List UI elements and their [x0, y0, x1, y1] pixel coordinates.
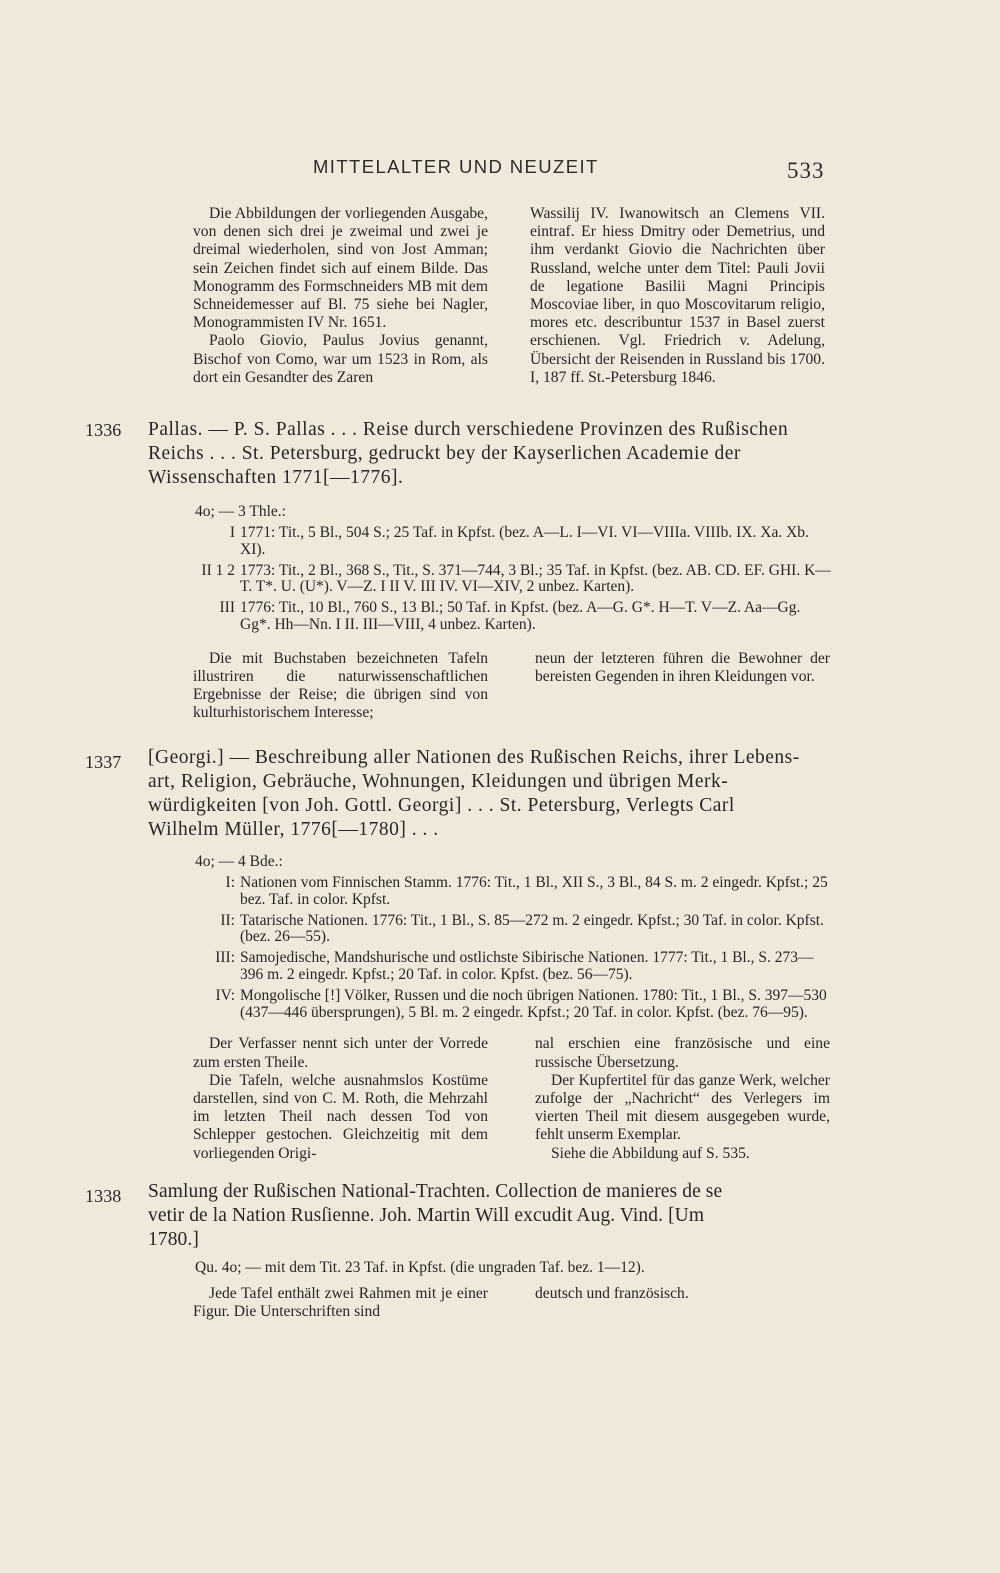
- entry-heading: [85, 418, 830, 490]
- notes-right-column: [535, 1035, 830, 1162]
- entry-notes: [193, 650, 830, 723]
- entry-title-line: art, Religion, Gebräuche, Wohnungen, Kleidungen und übrigen Merk-: [148, 771, 729, 792]
- entry-title-line: würdigkeiten [von Joh. Gottl. Georgi] . . . St. Petersburg, Verlegts Carl: [148, 795, 735, 816]
- volume-description: Samojedische, Mandshurische und ostlichste Sibirische Nationen. 1777: Tit., 1 Bl., S. 273—396 m. 2 eingedr. Kpfst.; 20 Taf. in color. Kpfst. (bez. 56—75).: [240, 949, 814, 983]
- volume-label: III: [219, 599, 235, 617]
- volume-label: I: [229, 524, 235, 541]
- entry-title-line: Wilhelm Müller, 1776[—1780] . . .: [148, 819, 439, 840]
- paragraph: Wassilij IV. Iwanowitsch an Clemens VII. eintraf. Er hiess Dmitry oder Demetrius, und ihm verdankt Giovio die Nachrichten über Russland, welche unter dem Titel: Pauli Jovii de legatione Basilii Magni Principis Moscoviae liber, in quo Moscovitarum religio, mores etc. describuntur 1537 in Basel zuerst erschienen. Vgl. Friedrich v. Adelung, Übersicht der Reisenden in Russland bis 1700. I, 187 ff. St.-Petersburg 1846.: [530, 205, 825, 386]
- volume-label: II 1 2: [201, 561, 235, 579]
- intro-left-column: [193, 205, 488, 387]
- entry-number: 1337: [85, 752, 122, 772]
- volume-list: [148, 875, 831, 1021]
- volume-item: [191, 913, 831, 947]
- entry-heading: [85, 1180, 830, 1252]
- volume-item: [191, 525, 831, 559]
- paragraph: Paolo Giovio, Paulus Jovius genannt, Bischof von Como, war um 1523 in Rom, als dort ein Gesandter des Zaren: [193, 332, 488, 386]
- entry-format: 4o; — 3 Thle.:: [195, 503, 286, 520]
- volume-item: [191, 600, 831, 634]
- entry-title-line: vetir de la Nation Rusſienne. Joh. Martin Will excudit Aug. Vind. [Um: [148, 1205, 705, 1226]
- entry-heading: [85, 746, 830, 842]
- notes-left-column: [193, 1035, 488, 1162]
- entry-title-line: Wissenschaften 1771[—1776].: [148, 467, 404, 488]
- volume-description: 1771: Tit., 5 Bl., 504 S.; 25 Taf. in Kpfst. (bez. A—L. I—VI. VI—VIIIa. VIIIb. IX. Xa. Xb. XI).: [240, 524, 809, 558]
- entry-title-line: Samlung der Rußischen National-Trachten. Collection de manieres de se: [148, 1181, 723, 1202]
- volume-item: [191, 950, 831, 984]
- paragraph: Jede Tafel enthält zwei Rahmen mit je einer Figur. Die Unterschriften sind: [193, 1285, 488, 1321]
- volume-item: [191, 563, 831, 597]
- entry-number: 1336: [85, 420, 122, 440]
- paragraph: nal erschien eine französische und eine russische Übersetzung.: [535, 1035, 830, 1071]
- catalog-entry: [85, 418, 831, 723]
- page-header: [0, 156, 1000, 190]
- notes-right-column: [535, 650, 830, 723]
- notes-left-column: [193, 650, 488, 723]
- entry-title-line: Reichs . . . St. Petersburg, gedruckt bey der Kayserlichen Academie der: [148, 443, 741, 464]
- volume-label: I:: [225, 874, 235, 891]
- catalog-entry: [85, 746, 830, 1163]
- paragraph: Die Abbildungen der vorliegenden Ausgabe, von denen sich drei je zweimal und zwei je dreimal wiederholen, sind von Jost Amman; sein Zeichen findet sich auf einem Bilde. Das Monogramm des Formschneiders MB mit dem Schneidemesser auf Bl. 75 siehe bei Nagler, Monogrammisten IV Nr. 1651.: [193, 205, 488, 332]
- entry-format: 4o; — 4 Bde.:: [195, 853, 283, 870]
- paragraph: Der Verfasser nennt sich unter der Vorrede zum ersten Theile.: [193, 1035, 488, 1071]
- paragraph: Der Kupfertitel für das ganze Werk, welcher zufolge der „Nachricht“ des Verlegers im vierten Theil mit diesem ausgegeben wurde, fehlt unserm Exemplar.: [535, 1071, 830, 1144]
- entry-format: Qu. 4o; — mit dem Tit. 23 Taf. in Kpfst. (die ungraden Taf. bez. 1—12).: [195, 1259, 645, 1276]
- page-number: 533: [787, 158, 825, 183]
- volume-description: Nationen vom Finnischen Stamm. 1776: Tit., 1 Bl., XII S., 3 Bl., 84 S. m. 2 eingedr. Kpfst.; 25 bez. Taf. in color. Kpfst.: [240, 874, 828, 908]
- paragraph: neun der letzteren führen die Bewohner der bereisten Gegenden in ihren Kleidungen vor.: [535, 649, 830, 685]
- entry-title-line: Pallas. — P. S. Pallas . . . Reise durch verschiedene Provinzen des Rußischen: [148, 419, 789, 440]
- running-title: MITTELALTER UND NEUZEIT: [313, 156, 599, 177]
- notes-right-column: [535, 1285, 830, 1321]
- paragraph: Die Tafeln, welche ausnahmslos Kostüme darstellen, sind von C. M. Roth, die Mehrzahl im letzten Theil nach dessen Tod von Schlepper gestochen. Gleichzeitig mit dem vorliegenden Origi-: [193, 1071, 488, 1162]
- volume-description: 1773: Tit., 2 Bl., 368 S., Tit., S. 371—744, 3 Bl.; 35 Taf. in Kpfst. (bez. AB. CD. EF. GHI. K—T. T*. U. (U*). V—Z. I II V. III IV. VI—XIV, 2 unbez. Karten).: [240, 561, 831, 596]
- volume-item: [191, 988, 831, 1022]
- volume-description: 1776: Tit., 10 Bl., 760 S., 13 Bl.; 50 Taf. in Kpfst. (bez. A—G. G*. H—T. V—Z. Aa—Gg. Gg*. Hh—Nn. I II. III—VIII, 4 unbez. Karten).: [240, 599, 801, 633]
- entry-number: 1338: [85, 1186, 122, 1206]
- volume-list: [148, 525, 831, 634]
- paragraph: Siehe die Abbildung auf S. 535.: [551, 1144, 750, 1162]
- volume-label: IV:: [215, 986, 235, 1004]
- volume-label: II:: [220, 911, 235, 929]
- entry-notes: [193, 1285, 830, 1321]
- intro-text: [193, 205, 825, 387]
- entry-title-line: [Georgi.] — Beschreibung aller Nationen des Rußischen Reichs, ihrer Lebens-: [148, 747, 800, 768]
- paragraph: Die mit Buchstaben bezeichneten Tafeln illustriren die naturwissenschaftlichen Ergebnisse der Reise; die übrigen sind von kulturhistorischem Interesse;: [193, 649, 488, 722]
- catalog-entry: [85, 1180, 830, 1321]
- paragraph: deutsch und französisch.: [535, 1285, 689, 1302]
- volume-description: Tatarische Nationen. 1776: Tit., 1 Bl., S. 85—272 m. 2 eingedr. Kpfst.; 30 Taf. in color. Kpfst. (bez. 26—55).: [240, 911, 824, 946]
- volume-description: Mongolische [!] Völker, Russen und die noch übrigen Nationen. 1780: Tit., 1 Bl., S. 397—530 (437—446 übersprungen), 5 Bl. m. 2 eingedr. Kpfst.; 20 Taf. in color. Kpfst. (bez. 76—95).: [240, 986, 827, 1021]
- notes-left-column: [193, 1285, 488, 1321]
- intro-right-column: [530, 205, 825, 387]
- volume-item: [191, 875, 831, 909]
- entry-notes: [193, 1035, 830, 1162]
- entry-title-line: 1780.]: [148, 1229, 199, 1250]
- volume-label: III:: [215, 949, 235, 967]
